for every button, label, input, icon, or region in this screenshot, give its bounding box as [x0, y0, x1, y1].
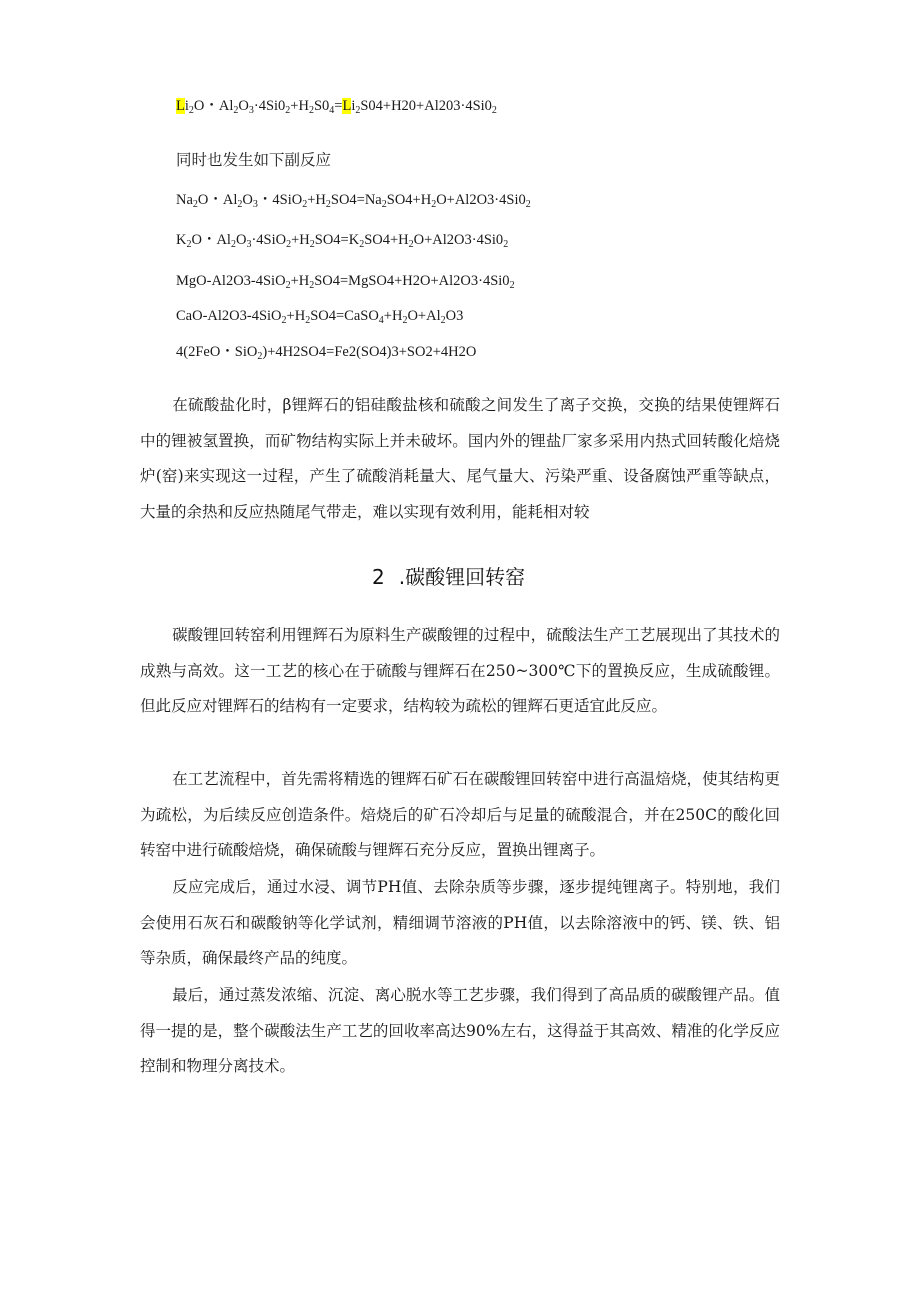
section-heading — [372, 562, 525, 592]
side-equation-ca: CaO-$Al2O3-4SiO_2+H_2SO4=CaSO_4+H_2O+Al_2O3$ — [176, 308, 464, 326]
side-reaction-label: 同时也发生如下副反应 — [176, 151, 332, 169]
section-number: 2 — [372, 565, 385, 589]
paragraph: 碳酸锂回转窑利用锂辉石为原料生产碳酸锂的过程中，硫酸法生产工艺展现出了其技术的成熟与高效。这一工艺的核心在于硫酸与锂辉石在250~300℃下的置换反应，生成硫酸锂。但此反应对锂辉石的结构有一定要求，结构较为疏松的锂辉石更适宜此反应。 — [140, 626, 780, 715]
paragraph: 在工艺流程中，首先需将精选的锂辉石矿石在碳酸锂回转窑中进行高温焙烧，使其结构更为疏松，为后续反应创造条件。焙烧后的矿石冷却后与足量的硫酸混合，并在250C的酸化回转窑中进行硫酸焙烧，确保硫酸与锂辉石充分反应，置换出锂离子。 — [140, 770, 780, 859]
highlighted-text: L — [342, 98, 352, 114]
highlighted-text: L — [176, 98, 185, 114]
side-equation-na: $Na_2O$・$Al_2O_3$・$4SiO_2+H_2SO4=Na_2SO4+H_2O+Al2O3\cdot 4Si0_2$ — [176, 192, 531, 210]
paragraph: 最后，通过蒸发浓缩、沉淀、离心脱水等工艺步骤，我们得到了高品质的碳酸锂产品。值得一提的是，整个碳酸法生产工艺的回收率高达90%左右，这得益于其高效、精准的化学反应控制和物理分离技术。 — [140, 986, 780, 1075]
paragraph-sulfation: 在硫酸盐化时，β锂辉石的铝硅酸盐核和硫酸之间发生了离子交换，交换的结果使锂辉石中的锂被氢置换，而矿物结构实际上并未破坏。国内外的锂盐厂家多采用内热式回转酸化焙烧炉(窑)来实现这一过程，产生了硫酸消耗量大、尾气量大、污染严重、设备腐蚀严重等缺点，大量的余热和反应热随尾气带走，难以实现有效利用，能耗相对较 — [140, 396, 780, 521]
side-equation-k: $K_2O$・$Al_2O_3\cdot 4SiO_2+H_2SO4=K_2SO4+H_2O+Al2O3\cdot 4Si0_2$ — [176, 232, 509, 250]
side-equation-mg: MgO-$Al2O3-4SiO_2+H_2SO4=MgSO4+H2O+Al2O3\cdot 4Si0_2$ — [176, 273, 515, 291]
section-title: .碳酸锂回转窑 — [398, 565, 526, 589]
main-reaction-equation: $Li_2O$・$Al_2O_3\cdot 4Si0_2+H_2S0_4=Li_2S04+H20+Al203\cdot 4Si0_2$ — [176, 98, 497, 116]
side-equation-fe: 4(2FeO・SiO$_2$)+4H2SO4=Fe2(SO4)3+SO2+4H2O — [176, 344, 477, 362]
paragraph: 反应完成后，通过水浸、调节PH值、去除杂质等步骤，逐步提纯锂离子。特别地，我们会使用石灰石和碳酸钠等化学试剂，精细调节溶液的PH值，以去除溶液中的钙、镁、铁、铝等杂质，确保最终产品的纯度。 — [140, 878, 780, 967]
